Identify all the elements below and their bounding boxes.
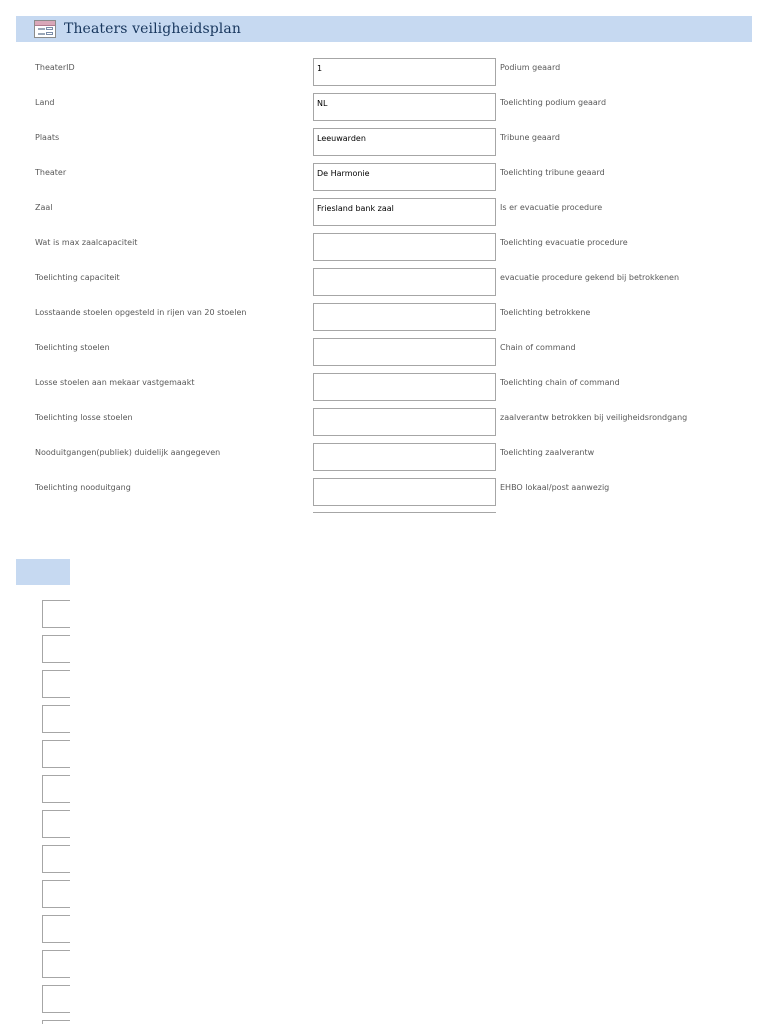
form-row bbox=[0, 58, 768, 93]
field-value: De Harmonie bbox=[317, 169, 370, 178]
field-label: Theater bbox=[35, 168, 67, 177]
subform-field[interactable] bbox=[42, 670, 70, 698]
form-row bbox=[0, 268, 768, 303]
subform-field[interactable] bbox=[42, 705, 70, 733]
field-label: Toelichting capaciteit bbox=[35, 273, 120, 282]
field-label-right: Toelichting zaalverantw bbox=[500, 448, 595, 457]
field-label: Land bbox=[35, 98, 55, 107]
text-field[interactable] bbox=[313, 373, 496, 401]
field-label: Wat is max zaalcapaciteit bbox=[35, 238, 138, 247]
field-label: Nooduitgangen(publiek) duidelijk aangegeven bbox=[35, 448, 221, 457]
text-field[interactable] bbox=[313, 478, 496, 506]
field-label: Losse stoelen aan mekaar vastgemaakt bbox=[35, 378, 195, 387]
field-label-right: Toelichting betrokkene bbox=[500, 308, 591, 317]
field-label-right: zaalverantw betrokken bij veiligheidsrondgang bbox=[500, 413, 688, 422]
text-field[interactable] bbox=[313, 443, 496, 471]
subform-field[interactable] bbox=[42, 880, 70, 908]
text-field[interactable] bbox=[313, 93, 496, 121]
field-label-right: Toelichting chain of command bbox=[500, 378, 620, 387]
form-row bbox=[0, 198, 768, 233]
field-label-right: Toelichting tribune geaard bbox=[500, 168, 605, 177]
subform-field[interactable] bbox=[42, 915, 70, 943]
text-field[interactable] bbox=[313, 128, 496, 156]
subform-field[interactable] bbox=[42, 1020, 70, 1024]
text-field[interactable] bbox=[313, 58, 496, 86]
subform-field[interactable] bbox=[42, 985, 70, 1013]
form-row bbox=[0, 338, 768, 373]
text-field[interactable] bbox=[313, 303, 496, 331]
field-value: Friesland bank zaal bbox=[317, 204, 394, 213]
field-label: TheaterID bbox=[35, 63, 75, 72]
field-label: Toelichting stoelen bbox=[35, 343, 110, 352]
text-field[interactable] bbox=[313, 163, 496, 191]
form-row bbox=[0, 303, 768, 338]
field-label: Losstaande stoelen opgesteld in rijen van 20 stoelen bbox=[35, 308, 247, 317]
field-label-right: EHBO lokaal/post aanwezig bbox=[500, 483, 610, 492]
text-field[interactable] bbox=[313, 338, 496, 366]
text-field[interactable] bbox=[313, 268, 496, 296]
form-title: Theaters veiligheidsplan bbox=[64, 21, 241, 37]
field-label-right: Toelichting evacuatie procedure bbox=[500, 238, 628, 247]
subform-field[interactable] bbox=[42, 810, 70, 838]
field-label: Toelichting losse stoelen bbox=[35, 413, 133, 422]
field-label-right: Podium geaard bbox=[500, 63, 561, 72]
field-value: Leeuwarden bbox=[317, 134, 366, 143]
text-field[interactable] bbox=[313, 233, 496, 261]
text-field[interactable] bbox=[313, 198, 496, 226]
field-label-right: Tribune geaard bbox=[500, 133, 560, 142]
form-row bbox=[0, 478, 768, 513]
form-row bbox=[0, 93, 768, 128]
form-header bbox=[16, 16, 752, 42]
text-field[interactable] bbox=[313, 408, 496, 436]
field-label: Zaal bbox=[35, 203, 53, 212]
subform-header bbox=[16, 559, 70, 585]
field-label-right: Is er evacuatie procedure bbox=[500, 203, 603, 212]
form-row bbox=[0, 128, 768, 163]
subform-field[interactable] bbox=[42, 950, 70, 978]
field-label: Plaats bbox=[35, 133, 60, 142]
subform-field[interactable] bbox=[42, 845, 70, 873]
field-value: 1 bbox=[317, 64, 323, 73]
form-row bbox=[0, 163, 768, 198]
partial-field[interactable] bbox=[313, 512, 496, 514]
subform-field[interactable] bbox=[42, 600, 70, 628]
field-label-right: evacuatie procedure gekend bij betrokkenen bbox=[500, 273, 680, 282]
subform-field[interactable] bbox=[42, 775, 70, 803]
form-icon bbox=[34, 20, 56, 38]
field-label-right: Toelichting podium geaard bbox=[500, 98, 607, 107]
form-row bbox=[0, 233, 768, 268]
form-row bbox=[0, 408, 768, 443]
field-label: Toelichting nooduitgang bbox=[35, 483, 131, 492]
field-value: NL bbox=[317, 99, 328, 108]
form-row bbox=[0, 373, 768, 408]
subform-field[interactable] bbox=[42, 740, 70, 768]
subform-field[interactable] bbox=[42, 635, 70, 663]
field-label-right: Chain of command bbox=[500, 343, 576, 352]
form-row bbox=[0, 443, 768, 478]
